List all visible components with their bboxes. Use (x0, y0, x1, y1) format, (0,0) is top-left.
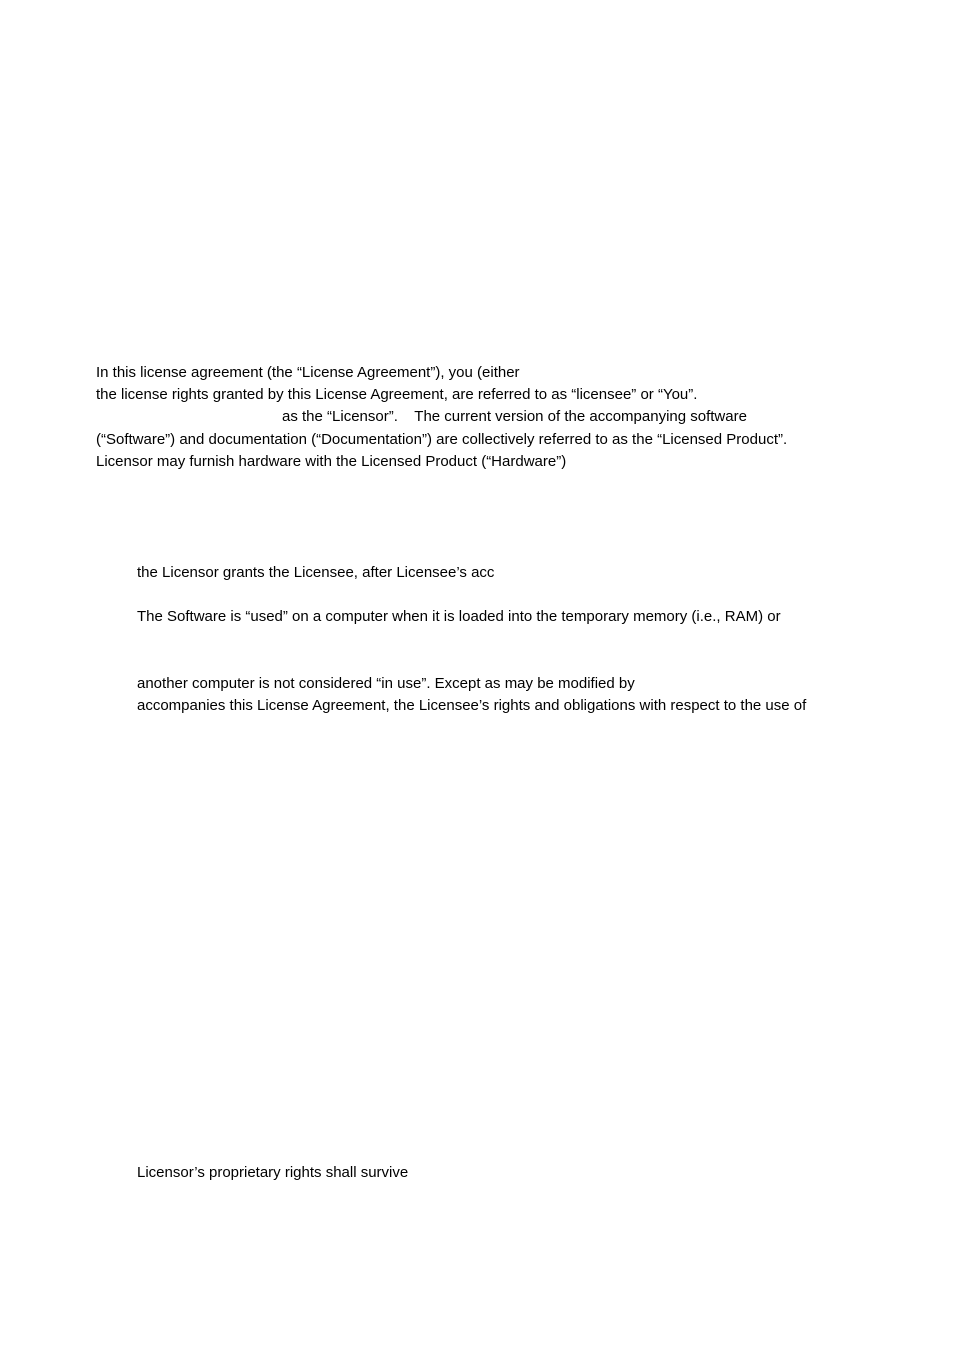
grant-line-1: the Licensor grants the Licensee, after Licensee’s acc (137, 564, 495, 581)
grant-line-3: another computer is not considered “in use”. Except as may be modified by (137, 675, 635, 692)
intro-line-5: Licensor may furnish hardware with the Licensed Product (“Hardware”) (96, 453, 567, 470)
proprietary-line-1: Licensor’s proprietary rights shall survive (137, 1164, 409, 1181)
grant-line-4: accompanies this License Agreement, the Licensee’s rights and obligations with respect to the use of (137, 697, 807, 714)
intro-line-3: as the “Licensor”. The current version of the accompanying software (282, 408, 747, 425)
intro-line-1: In this license agreement (the “License Agreement”), you (either (96, 364, 520, 381)
intro-line-4: (“Software”) and documentation (“Documentation”) are collectively referred to as the “Licensed Product”. (96, 431, 788, 448)
grant-line-2: The Software is “used” on a computer when it is loaded into the temporary memory (i.e., RAM) or (137, 608, 781, 625)
intro-line-2: the license rights granted by this License Agreement, are referred to as “licensee” or “You”. (96, 386, 698, 403)
